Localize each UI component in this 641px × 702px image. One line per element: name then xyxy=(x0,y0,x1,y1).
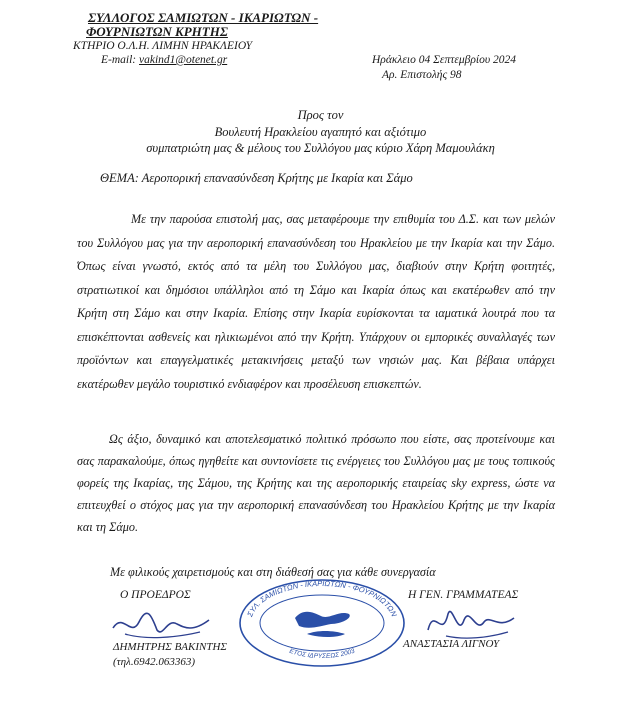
president-signature xyxy=(105,604,225,644)
org-address: ΚΤΗΡΙΟ Ο.Λ.Η. ΛΙΜΗΝ ΗΡΑΚΛΕΙΟΥ xyxy=(73,40,253,52)
recipient-line2: Βουλευτή Ηρακλείου αγαπητό και αξιότιμο xyxy=(214,125,427,139)
org-name-line1: ΣΥΛΛΟΓΟΣ ΣΑΜΙΩΤΩΝ - ΙΚΑΡΙΩΤΩΝ - xyxy=(88,10,319,25)
seal-text-top: ΣΥΛ. ΣΑΜΙΩΤΩΝ - ΙΚΑΡΙΩΤΩΝ - ΦΟΥΡΝΙΩΤΩΝ xyxy=(245,578,399,619)
paragraph-1-text: Με την παρούσα επιστολή μας, σας μεταφέρουμε την επιθυμία του Δ.Σ. και των μελών του Συλλόγου μας για την αεροπορική επανασύνδεση του Ηρακλείου με την Ικαρία και την Σάμο. Όπως είναι γνωστό, εκτός από τα μέλη του Συλλόγου μας, διαβιούν στην Κρήτη φοιτητές, στρατιωτικοί και δημόσιοι υπάλληλοι από τη Σάμο και Ικαρία όπως και εκατέρωθεν από την Κρήτη στη Σάμο και στην Ικαρία. Επίσης στην Ικαρία ευρίσκονται τα ιαματικά λουτρά που τα επισκέπτονται ασθενείς και ηλικιωμένοι από την Κρήτη. Υπάρχουν οι εμπορικές συναλλαγές των προϊόντων και επαγγελματικές μετακινήσεις μεταξύ των νησιών μας. Και βέβαια υπάρχει εκατέρωθεν μεγάλο τουριστικό ενδιαφέρον και προσέλευση επισκεπτών. xyxy=(77,212,555,391)
body-paragraph-2 xyxy=(77,428,555,538)
recipient-line3: συμπατριώτη μας & μέλους του Συλλόγου μας κύριο Χάρη Μαμουλάκη xyxy=(146,141,495,155)
secretary-name: ΑΝΑΣΤΑΣΙΑ ΛΙΓΝΟΥ xyxy=(403,638,500,650)
seal-text-bottom: ΕΤΟΣ ΙΔΡΥΣΕΩΣ 2003 xyxy=(288,647,356,661)
letter-reference: Αρ. Επιστολής 98 xyxy=(382,69,462,81)
org-email xyxy=(101,54,227,66)
closing-line: Με φιλικούς χαιρετισμούς και στη διάθεσή σας για κάθε συνεργασία xyxy=(110,565,436,579)
email-link[interactable]: vakind1@otenet.gr xyxy=(139,54,228,66)
paragraph-2-text: Ως άξιο, δυναμικό και αποτελεσματικό πολιτικό πρόσωπο που είστε, σας προτείνουμε και σας παρακαλούμε, όπως ηγηθείτε και συντονίσετε τις ενέργειες του Συλλόγου μας με τους τοπικούς φορείς της Ικαρίας, της Σάμου, της Κρήτης και της αεροπορικής εταιρείας sky express, ώστε να επιτευχθεί ο στόχος μας για την αεροπορική επανασύνδεση του Ηρακλείου Κρήτης με την Ικαρία και τη Σάμο. xyxy=(77,432,555,534)
org-name-line2: ΦΟΥΡΝΙΩΤΩΝ ΚΡΗΤΗΣ xyxy=(86,24,228,39)
president-name: ΔΗΜΗΤΡΗΣ ΒΑΚΙΝΤΗΣ xyxy=(113,641,227,653)
crete-island-icon xyxy=(307,631,345,637)
email-label: E-mail: xyxy=(101,54,137,66)
body-paragraph-1 xyxy=(77,208,555,396)
president-title: Ο ΠΡΟΕΔΡΟΣ xyxy=(120,589,191,601)
president-phone: (τηλ.6942.063363) xyxy=(113,656,195,668)
letter-date: Ηράκλειο 04 Σεπτεμβρίου 2024 xyxy=(372,54,516,66)
islands-map-icon xyxy=(295,612,350,628)
association-seal xyxy=(237,578,407,668)
secretary-title: Η ΓΕΝ. ΓΡΑΜΜΑΤΕΑΣ xyxy=(408,589,519,601)
letter-subject: ΘΕΜΑ: Αεροπορική επανασύνδεση Κρήτης με Ικαρία και Σάμο xyxy=(100,171,413,185)
recipient-line1: Προς τον xyxy=(297,108,344,122)
